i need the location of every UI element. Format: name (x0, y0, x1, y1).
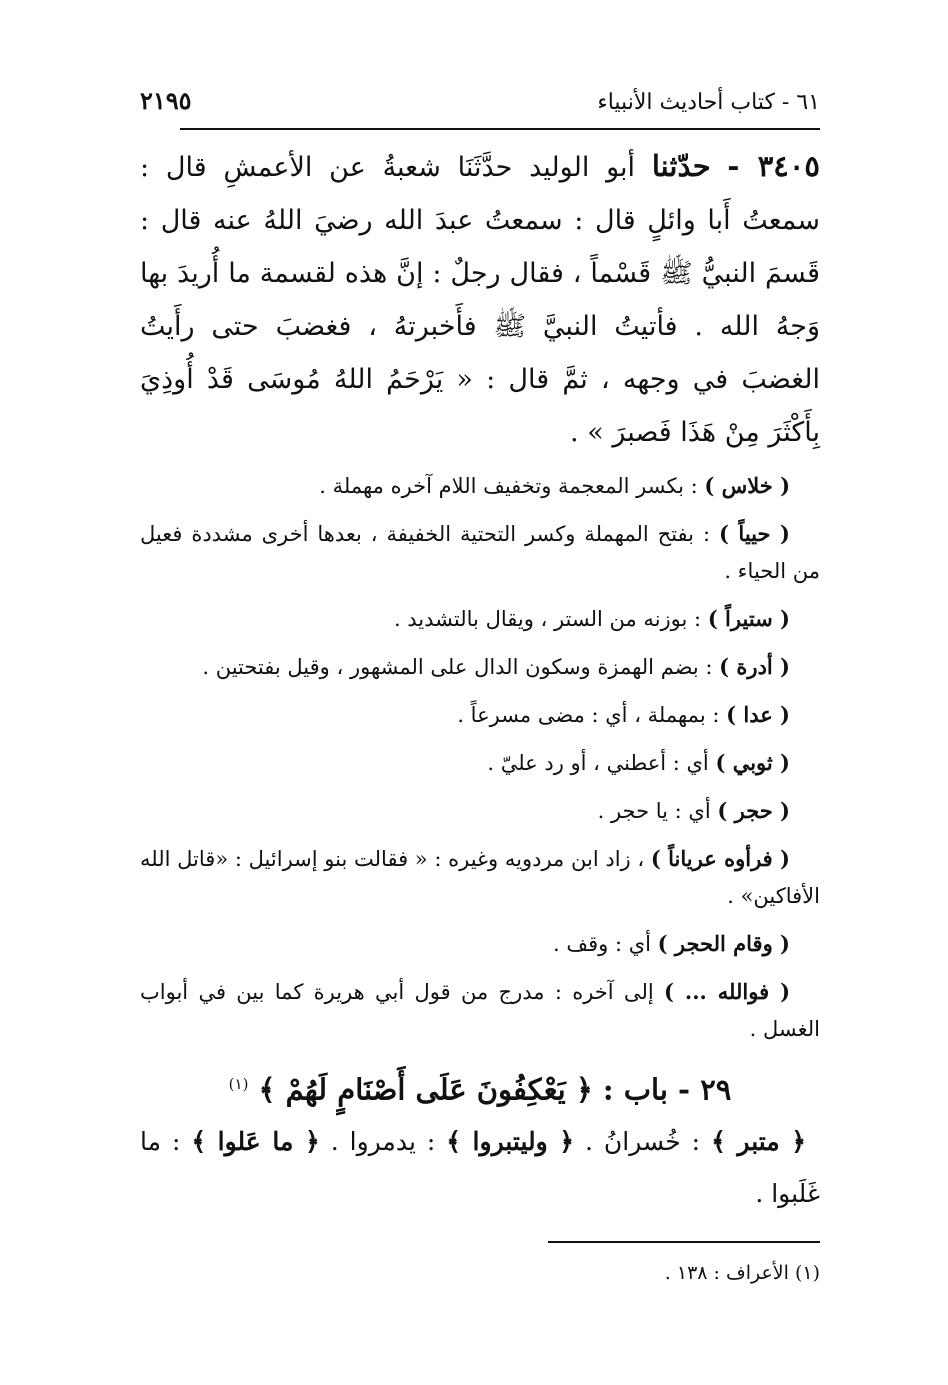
chapter-term-text: : يدمروا . (330, 1126, 436, 1156)
footnote: (١) الأعراف : ١٣٨ . (664, 1262, 820, 1284)
gloss-text: : بوزنه من الستر ، ويقال بالتشديد . (393, 607, 702, 631)
gloss-term: ( عدا ) (726, 702, 790, 727)
gloss-term: ( فرأوه عرياناً ) (650, 846, 790, 871)
gloss-list (140, 467, 820, 1048)
gloss-text: إلى آخره : مدرج من قول أبي هريرة كما بين في أبواب الغسل . (140, 980, 820, 1041)
gloss-text: : بضم الهمزة وسكون الدال على المشهور ، وقيل بفتحتين . (202, 655, 713, 679)
gloss-term: ( ثوبي ) (715, 750, 790, 775)
running-header (140, 86, 820, 115)
gloss-item (140, 648, 820, 686)
chapter-term: ﴿ متبر ﴾ (711, 1126, 807, 1156)
chapter-heading (140, 1058, 820, 1116)
gloss-text: أي : وقف . (553, 932, 651, 956)
gloss-item (140, 744, 820, 782)
gloss-text: ، زاد ابن مردويه وغيره : « فقالت بنو إسرائيل : «قاتل الله الأفاكين» . (140, 847, 820, 908)
gloss-term: ( ستيراً ) (707, 606, 790, 631)
gloss-term: ( حجر ) (717, 798, 790, 823)
gloss-term: ( حيياً ) (718, 521, 790, 546)
chapter-explanation (140, 1116, 820, 1220)
gloss-text: : بفتح المهملة وكسر التحتية الخفيفة ، بعدها أخرى مشددة فعيل من الحياء . (140, 522, 820, 583)
hadith-text: أبو الوليد حدَّثَنَا شعبةُ عن الأعمشِ قال : سمعتُ أَبا وائلٍ قال : سمعتُ عبدَ الله رضيَ اللهُ عنه قال : قَسمَ النبيُّ ﷺ قَسْماً ، فقال رجلٌ : إنَّ هذه لقسمة ما أُريدَ بها وَجهُ الله . فأتيتُ النبيَّ ﷺ فأَخبرتهُ ، فغضبَ حتى رأَيتُ الغضبَ في وجهه ، ثمَّ قال : « يَرْحَمُ اللهُ مُوسَى قَدْ أُوذِيَ بِأَكْثَرَ مِنْ هَذَا فَصبرَ » . (140, 152, 820, 448)
gloss-text: أي : أعطني ، أو رد عليّ . (487, 751, 709, 775)
gloss-term: ( فوالله ... ) (664, 979, 791, 1004)
header-rule (180, 128, 820, 130)
chapter-term-text: : خُسرانُ . (585, 1126, 701, 1156)
gloss-text: : بكسر المعجمة وتخفيف اللام آخره مهملة . (319, 474, 698, 498)
hadith-opening: حدّثنا (651, 149, 711, 183)
page-number: ٢١٩٥ (140, 86, 192, 115)
footnote-rule (548, 1241, 820, 1243)
chapter-term: ﴿ ما عَلوا ﴾ (191, 1126, 320, 1156)
gloss-term: ( خلاس ) (704, 473, 790, 498)
gloss-term: ( أدرة ) (719, 654, 790, 679)
hadith-number: ٣٤٠٥ - (727, 149, 821, 183)
running-title: ٦١ - كتاب أحاديث الأنبياء (597, 90, 820, 115)
chapter-term: ﴿ وليتبروا ﴾ (446, 1126, 575, 1156)
hadith-paragraph (140, 140, 820, 459)
gloss-item (140, 600, 820, 638)
gloss-item (140, 515, 820, 590)
gloss-item (140, 696, 820, 734)
chapter-title: ٢٩ - باب : ﴿ يَعْكِفُونَ عَلَى أَصْنَامٍ لَهُمْ ﴾ (258, 1072, 732, 1107)
page-body (140, 140, 820, 1220)
gloss-term: ( وقام الحجر ) (657, 931, 790, 956)
gloss-item (140, 467, 820, 505)
chapter-term-text: : ما غَلَبوا . (140, 1126, 820, 1208)
gloss-text: : بمهملة ، أي : مضى مسرعاً . (457, 703, 720, 727)
gloss-text: أي : يا حجر . (597, 799, 711, 823)
gloss-item (140, 925, 820, 963)
gloss-item (140, 792, 820, 830)
gloss-item (140, 973, 820, 1048)
footnote-marker: (١) (228, 1075, 249, 1093)
gloss-item (140, 840, 820, 915)
